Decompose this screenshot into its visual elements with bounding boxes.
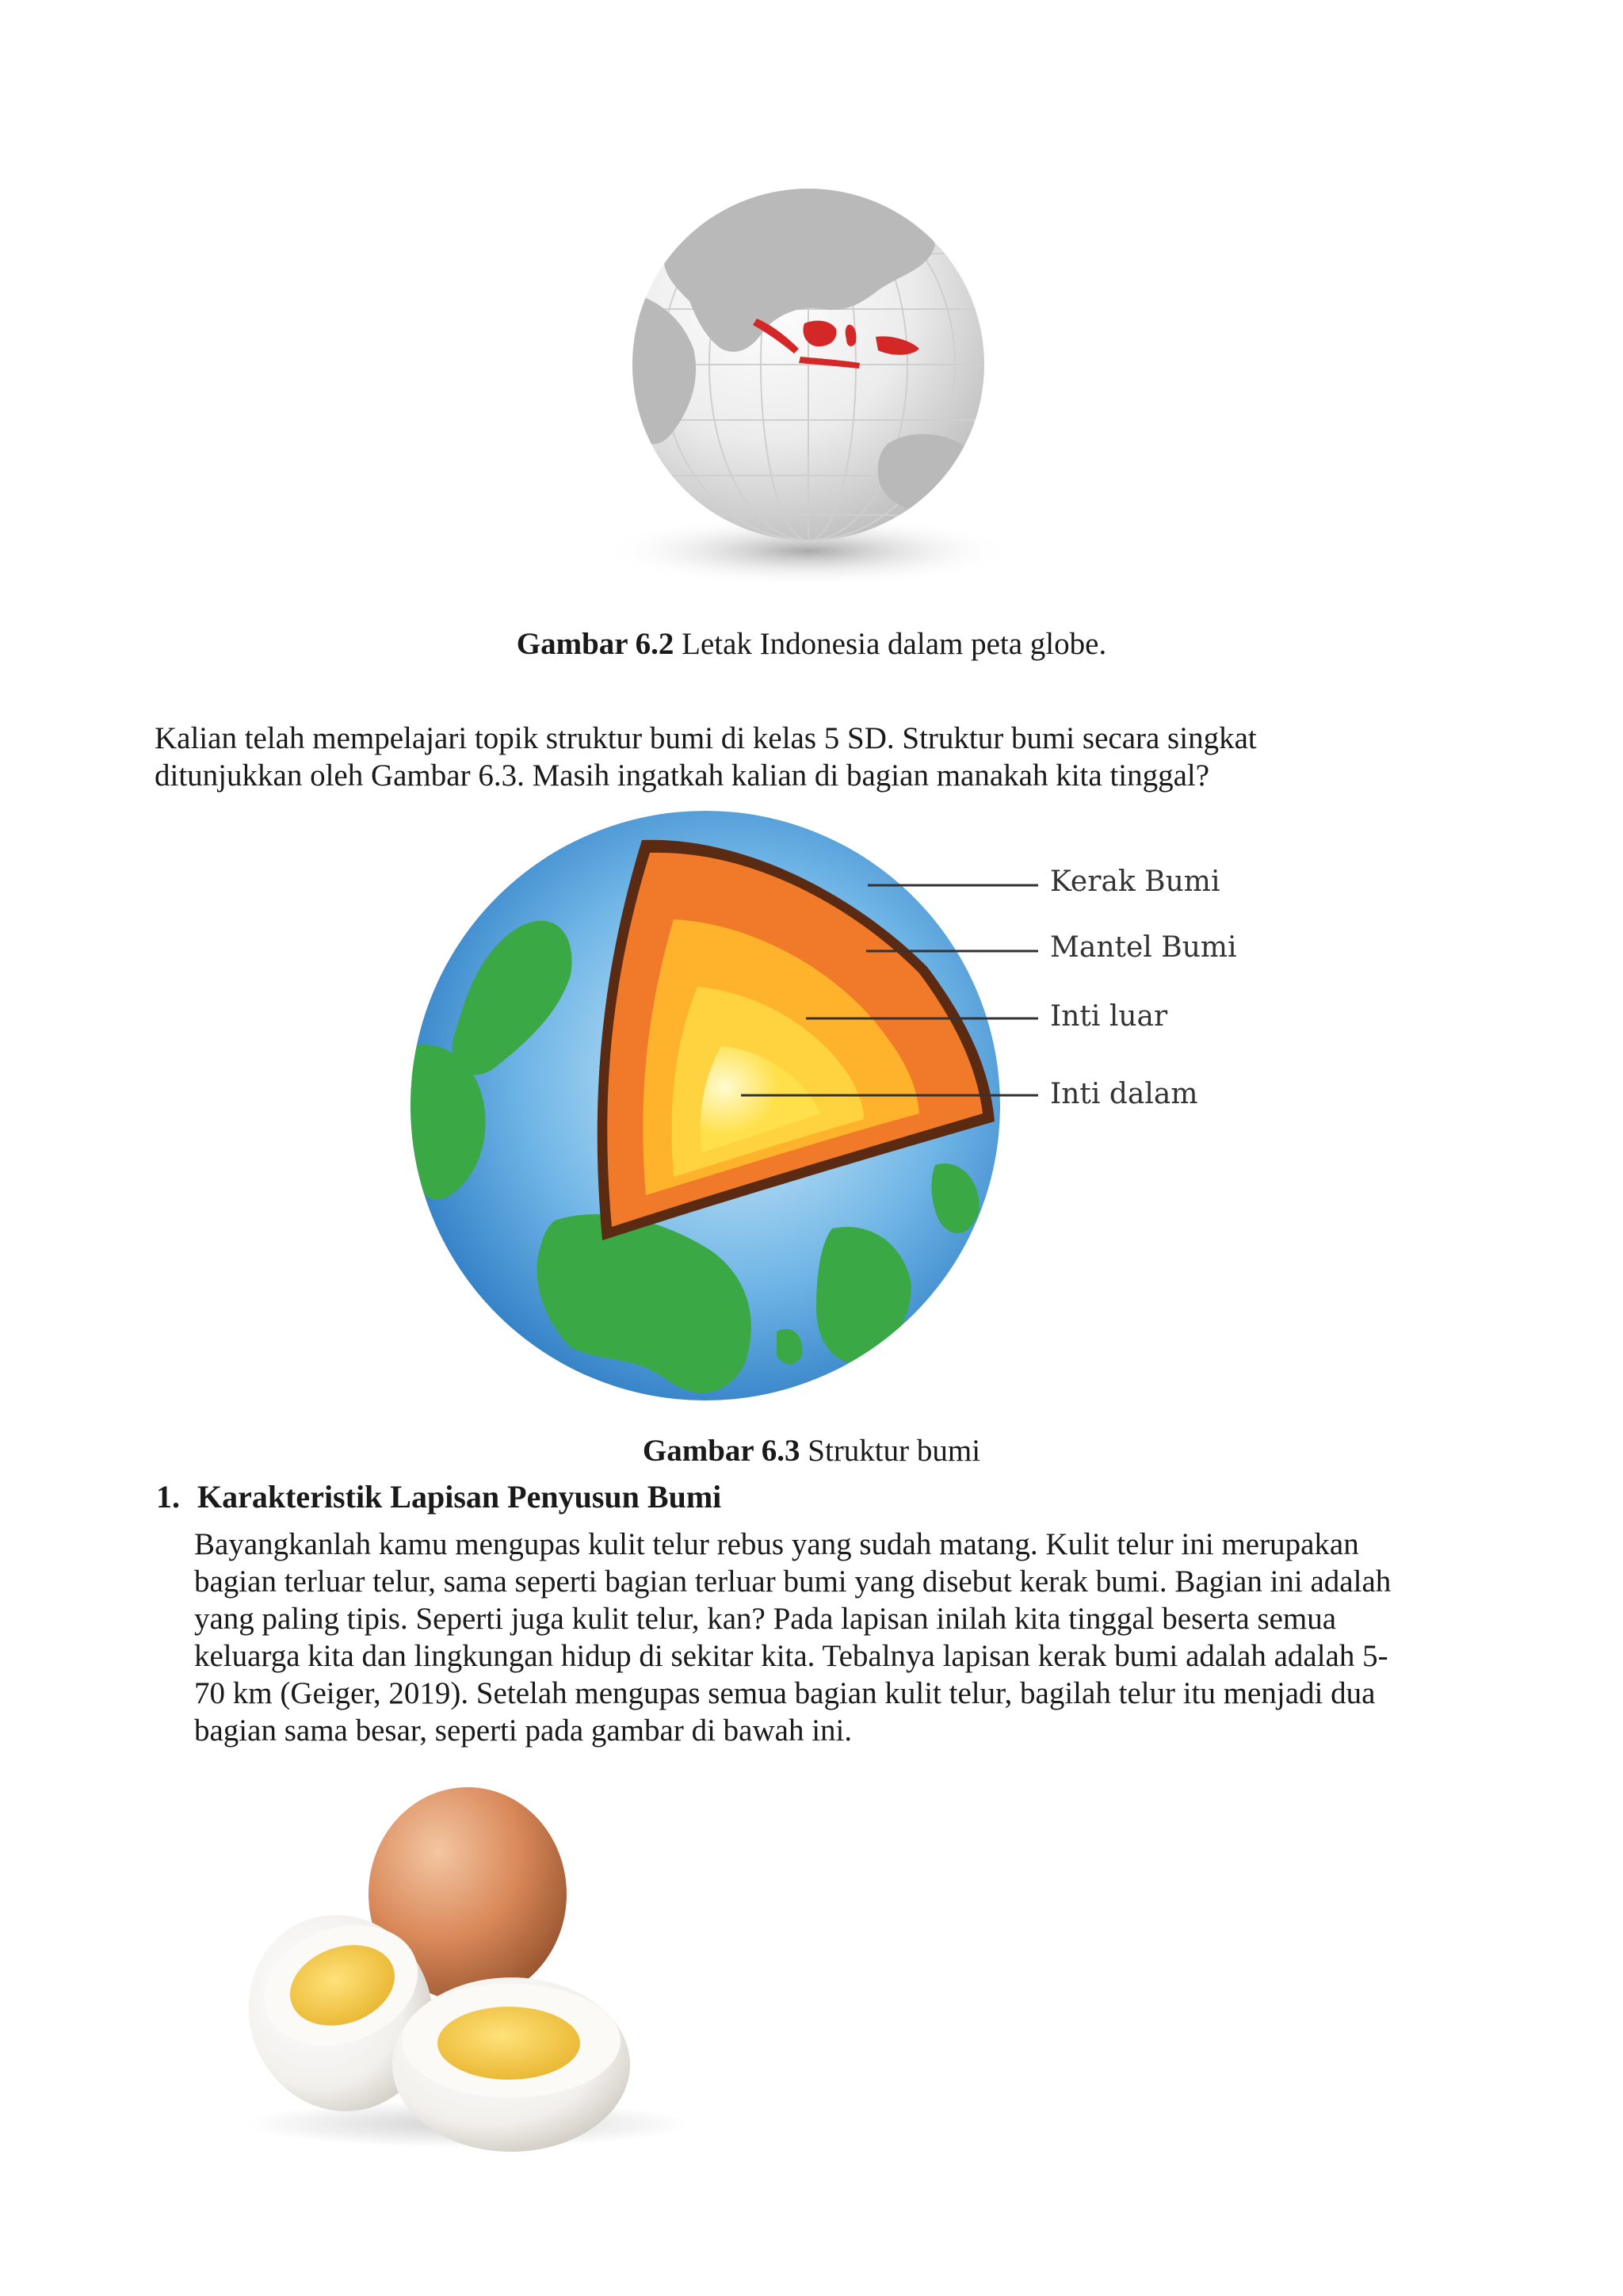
label-inti-dalam: Inti dalam — [1050, 1078, 1198, 1110]
section-title: Karakteristik Lapisan Penyusun Bumi — [197, 1479, 722, 1515]
boiled-egg-image — [230, 1791, 705, 2156]
section-paragraph — [194, 1526, 1391, 1749]
caption-label: Gambar 6.3 — [642, 1434, 800, 1468]
intro-paragraph — [155, 720, 1257, 794]
intro-line: Kalian telah mempelajari topik struktur bumi di kelas 5 SD. Struktur bumi secara singkat — [155, 721, 1257, 755]
section-number: 1. — [156, 1479, 180, 1515]
caption-text: Letak Indonesia dalam peta globe. — [674, 627, 1107, 661]
section-line: bagian sama besar, seperti pada gambar di bawah ini. — [194, 1713, 853, 1748]
earth-structure-figure — [0, 808, 1623, 1427]
caption-label: Gambar 6.2 — [516, 627, 674, 661]
section-line: keluarga kita dan lingkungan hidup di sekitar kita. Tebalnya lapisan kerak bumi adalah adalah 5- — [194, 1639, 1388, 1673]
figure-6-3-caption — [0, 1433, 1623, 1469]
right-egg-half — [392, 1977, 630, 2152]
section-line: bagian terluar telur, sama seperti bagian terluar bumi yang disebut kerak bumi. Bagian ini adalah — [194, 1564, 1392, 1599]
caption-text: Struktur bumi — [800, 1434, 981, 1468]
section-line: yang paling tipis. Seperti juga kulit telur, kan? Pada lapisan inilah kita tinggal beserta semua — [194, 1602, 1337, 1636]
label-kerak-bumi: Kerak Bumi — [1050, 865, 1220, 898]
figure-6-2-caption — [0, 626, 1623, 662]
globe-figure — [0, 111, 1623, 713]
section-line: Bayangkanlah kamu mengupas kulit telur rebus yang sudah matang. Kulit telur ini merupakan — [194, 1527, 1359, 1561]
label-mantel-bumi: Mantel Bumi — [1050, 931, 1237, 964]
section-line: 70 km (Geiger, 2019). Setelah mengupas semua bagian kulit telur, bagilah telur itu menjadi dua — [194, 1676, 1376, 1710]
section-heading — [156, 1478, 721, 1515]
label-inti-luar: Inti luar — [1050, 1000, 1168, 1033]
intro-line: ditunjukkan oleh Gambar 6.3. Masih ingatkah kalian di bagian manakah kita tinggal? — [155, 758, 1210, 793]
